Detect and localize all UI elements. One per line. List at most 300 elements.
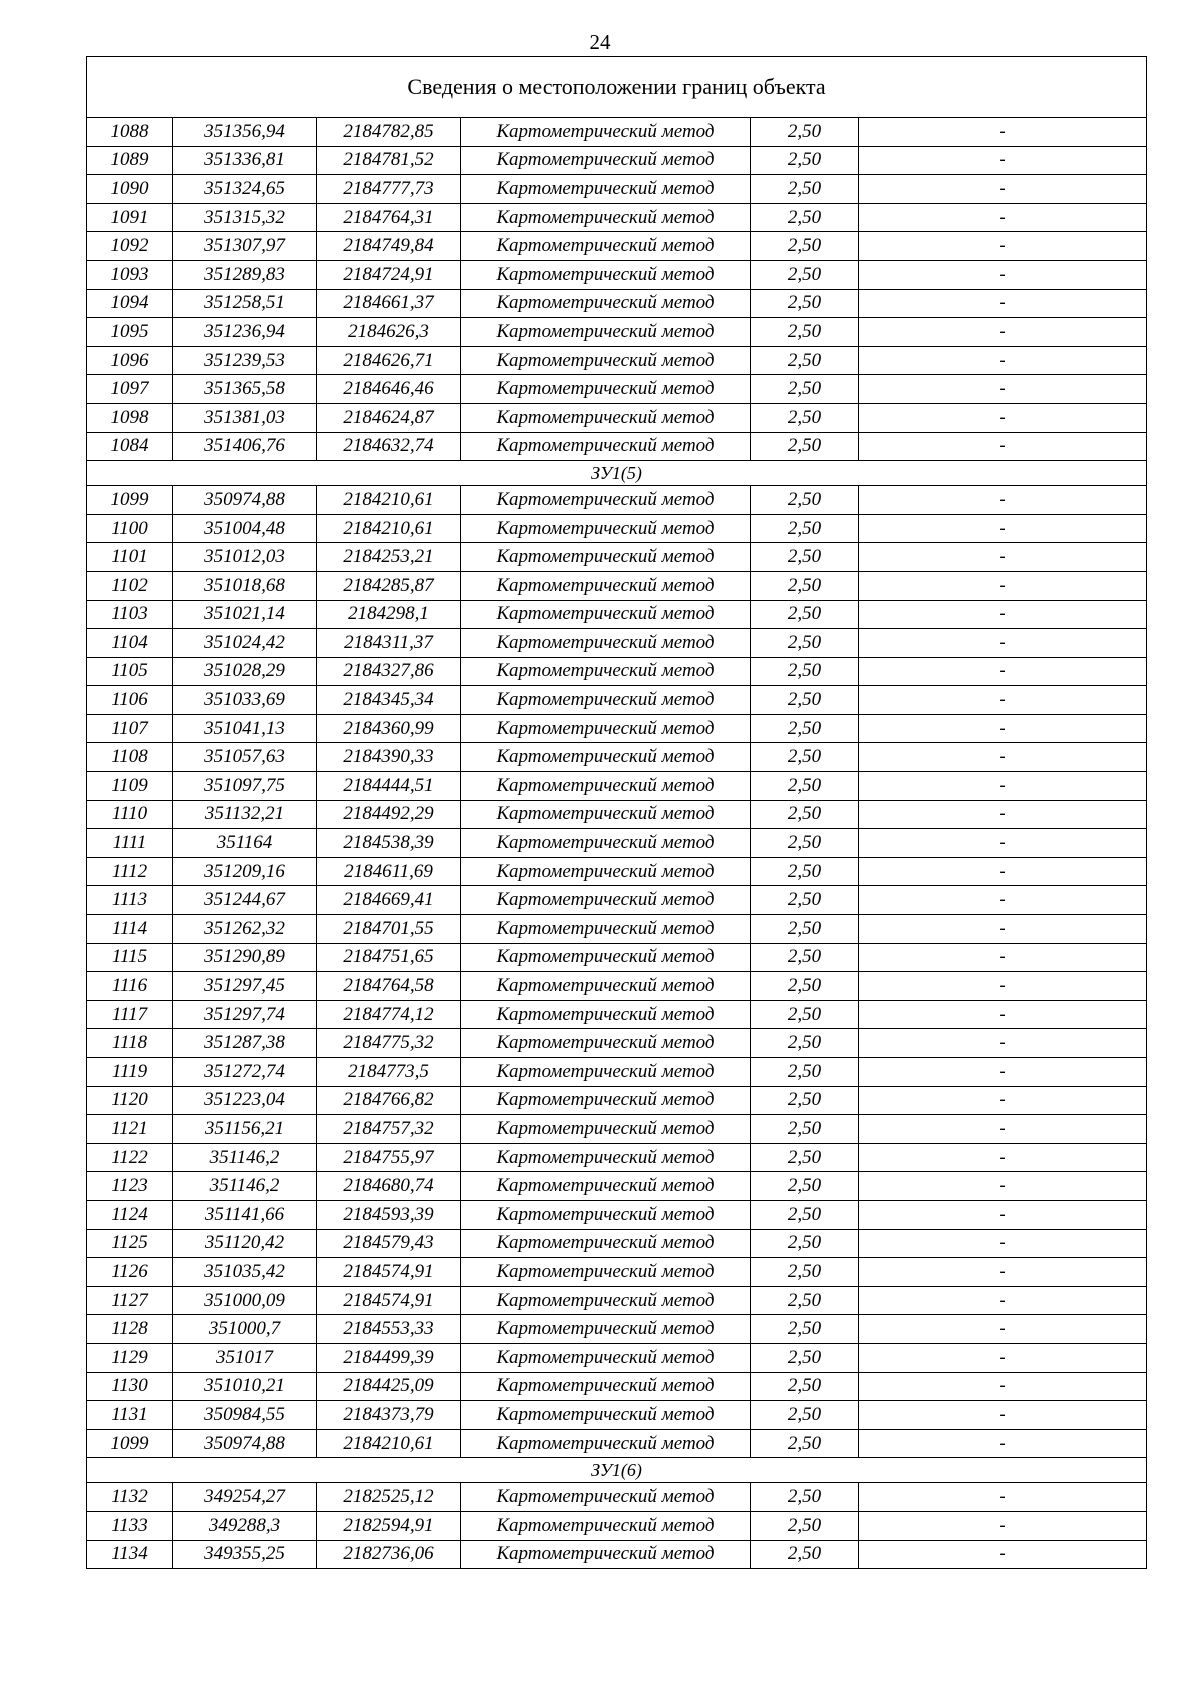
description-cell: -: [859, 1483, 1147, 1512]
description-cell: -: [859, 1286, 1147, 1315]
y-coordinate-cell: 2184327,86: [317, 657, 461, 686]
table-title-row: [87, 57, 1147, 118]
boundary-coordinates-table: [86, 56, 1147, 1569]
description-cell: -: [859, 857, 1147, 886]
point-number-cell: 1095: [87, 318, 173, 347]
accuracy-cell: 2,50: [751, 146, 859, 175]
accuracy-cell: 2,50: [751, 1483, 859, 1512]
x-coordinate-cell: 351258,51: [173, 289, 317, 318]
point-number-cell: 1103: [87, 600, 173, 629]
method-cell: Картометрический метод: [461, 1511, 751, 1540]
table-row: [87, 1258, 1147, 1287]
method-cell: Картометрический метод: [461, 203, 751, 232]
x-coordinate-cell: 351041,13: [173, 714, 317, 743]
point-number-cell: 1097: [87, 375, 173, 404]
table-row: [87, 1143, 1147, 1172]
table-row: [87, 571, 1147, 600]
x-coordinate-cell: 351028,29: [173, 657, 317, 686]
y-coordinate-cell: 2184751,65: [317, 943, 461, 972]
y-coordinate-cell: 2184680,74: [317, 1172, 461, 1201]
x-coordinate-cell: 351262,32: [173, 915, 317, 944]
description-cell: -: [859, 1229, 1147, 1258]
x-coordinate-cell: 350974,88: [173, 486, 317, 515]
y-coordinate-cell: 2182594,91: [317, 1511, 461, 1540]
method-cell: Картометрический метод: [461, 743, 751, 772]
table-row: [87, 1372, 1147, 1401]
point-number-cell: 1084: [87, 432, 173, 461]
accuracy-cell: 2,50: [751, 972, 859, 1001]
x-coordinate-cell: 351132,21: [173, 800, 317, 829]
y-coordinate-cell: 2184538,39: [317, 829, 461, 858]
x-coordinate-cell: 351406,76: [173, 432, 317, 461]
method-cell: Картометрический метод: [461, 432, 751, 461]
description-cell: -: [859, 1511, 1147, 1540]
method-cell: Картометрический метод: [461, 657, 751, 686]
description-cell: -: [859, 571, 1147, 600]
x-coordinate-cell: 351244,67: [173, 886, 317, 915]
description-cell: -: [859, 432, 1147, 461]
y-coordinate-cell: 2184574,91: [317, 1258, 461, 1287]
method-cell: Картометрический метод: [461, 972, 751, 1001]
description-cell: -: [859, 1143, 1147, 1172]
point-number-cell: 1120: [87, 1086, 173, 1115]
accuracy-cell: 2,50: [751, 346, 859, 375]
y-coordinate-cell: 2182525,12: [317, 1483, 461, 1512]
point-number-cell: 1114: [87, 915, 173, 944]
x-coordinate-cell: 350974,88: [173, 1429, 317, 1458]
point-number-cell: 1094: [87, 289, 173, 318]
method-cell: Картометрический метод: [461, 543, 751, 572]
point-number-cell: 1122: [87, 1143, 173, 1172]
table-row: [87, 829, 1147, 858]
point-number-cell: 1118: [87, 1029, 173, 1058]
method-cell: Картометрический метод: [461, 175, 751, 204]
description-cell: -: [859, 543, 1147, 572]
method-cell: Картометрический метод: [461, 1143, 751, 1172]
accuracy-cell: 2,50: [751, 1229, 859, 1258]
y-coordinate-cell: 2184624,87: [317, 403, 461, 432]
y-coordinate-cell: 2184764,58: [317, 972, 461, 1001]
description-cell: -: [859, 972, 1147, 1001]
y-coordinate-cell: 2184345,34: [317, 686, 461, 715]
x-coordinate-cell: 351324,65: [173, 175, 317, 204]
table-row: [87, 1483, 1147, 1512]
point-number-cell: 1115: [87, 943, 173, 972]
method-cell: Картометрический метод: [461, 232, 751, 261]
table-row: [87, 657, 1147, 686]
method-cell: Картометрический метод: [461, 514, 751, 543]
description-cell: -: [859, 346, 1147, 375]
table-title: Сведения о местоположении границ объекта: [87, 57, 1147, 118]
accuracy-cell: 2,50: [751, 629, 859, 658]
description-cell: -: [859, 943, 1147, 972]
accuracy-cell: 2,50: [751, 857, 859, 886]
section-header-row: [87, 1458, 1147, 1483]
accuracy-cell: 2,50: [751, 203, 859, 232]
point-number-cell: 1113: [87, 886, 173, 915]
point-number-cell: 1109: [87, 772, 173, 801]
description-cell: -: [859, 600, 1147, 629]
table-row: [87, 600, 1147, 629]
table-row: [87, 1401, 1147, 1430]
point-number-cell: 1123: [87, 1172, 173, 1201]
x-coordinate-cell: 351024,42: [173, 629, 317, 658]
method-cell: Картометрический метод: [461, 1200, 751, 1229]
section-label: ЗУ1(5): [87, 461, 1147, 486]
x-coordinate-cell: 351307,97: [173, 232, 317, 261]
point-number-cell: 1131: [87, 1401, 173, 1430]
description-cell: -: [859, 1429, 1147, 1458]
accuracy-cell: 2,50: [751, 571, 859, 600]
point-number-cell: 1096: [87, 346, 173, 375]
point-number-cell: 1127: [87, 1286, 173, 1315]
method-cell: Картометрический метод: [461, 714, 751, 743]
x-coordinate-cell: 351057,63: [173, 743, 317, 772]
x-coordinate-cell: 351035,42: [173, 1258, 317, 1287]
y-coordinate-cell: 2184390,33: [317, 743, 461, 772]
description-cell: -: [859, 1401, 1147, 1430]
description-cell: -: [859, 318, 1147, 347]
accuracy-cell: 2,50: [751, 175, 859, 204]
x-coordinate-cell: 351146,2: [173, 1143, 317, 1172]
method-cell: Картометрический метод: [461, 1115, 751, 1144]
method-cell: Картометрический метод: [461, 1029, 751, 1058]
y-coordinate-cell: 2184774,12: [317, 1000, 461, 1029]
accuracy-cell: 2,50: [751, 743, 859, 772]
point-number-cell: 1110: [87, 800, 173, 829]
x-coordinate-cell: 349355,25: [173, 1540, 317, 1569]
x-coordinate-cell: 351000,09: [173, 1286, 317, 1315]
description-cell: -: [859, 800, 1147, 829]
accuracy-cell: 2,50: [751, 1258, 859, 1287]
x-coordinate-cell: 351289,83: [173, 260, 317, 289]
description-cell: -: [859, 915, 1147, 944]
x-coordinate-cell: 351356,94: [173, 118, 317, 147]
accuracy-cell: 2,50: [751, 1086, 859, 1115]
table-row: [87, 1429, 1147, 1458]
x-coordinate-cell: 351209,16: [173, 857, 317, 886]
accuracy-cell: 2,50: [751, 118, 859, 147]
point-number-cell: 1088: [87, 118, 173, 147]
x-coordinate-cell: 351004,48: [173, 514, 317, 543]
y-coordinate-cell: 2184210,61: [317, 486, 461, 515]
description-cell: -: [859, 514, 1147, 543]
method-cell: Картометрический метод: [461, 1540, 751, 1569]
x-coordinate-cell: 351336,81: [173, 146, 317, 175]
method-cell: Картометрический метод: [461, 346, 751, 375]
accuracy-cell: 2,50: [751, 403, 859, 432]
y-coordinate-cell: 2182736,06: [317, 1540, 461, 1569]
x-coordinate-cell: 349254,27: [173, 1483, 317, 1512]
table-row: [87, 1229, 1147, 1258]
accuracy-cell: 2,50: [751, 432, 859, 461]
method-cell: Картометрический метод: [461, 1058, 751, 1087]
method-cell: Картометрический метод: [461, 146, 751, 175]
method-cell: Картометрический метод: [461, 1372, 751, 1401]
point-number-cell: 1130: [87, 1372, 173, 1401]
y-coordinate-cell: 2184757,32: [317, 1115, 461, 1144]
point-number-cell: 1124: [87, 1200, 173, 1229]
description-cell: -: [859, 403, 1147, 432]
table-row: [87, 403, 1147, 432]
method-cell: Картометрический метод: [461, 857, 751, 886]
method-cell: Картометрический метод: [461, 800, 751, 829]
y-coordinate-cell: 2184298,1: [317, 600, 461, 629]
method-cell: Картометрический метод: [461, 118, 751, 147]
method-cell: Картометрический метод: [461, 1429, 751, 1458]
description-cell: -: [859, 772, 1147, 801]
method-cell: Картометрический метод: [461, 1401, 751, 1430]
accuracy-cell: 2,50: [751, 1429, 859, 1458]
accuracy-cell: 2,50: [751, 1058, 859, 1087]
description-cell: -: [859, 1372, 1147, 1401]
description-cell: -: [859, 232, 1147, 261]
table-row: [87, 1172, 1147, 1201]
y-coordinate-cell: 2184626,71: [317, 346, 461, 375]
point-number-cell: 1093: [87, 260, 173, 289]
point-number-cell: 1134: [87, 1540, 173, 1569]
y-coordinate-cell: 2184311,37: [317, 629, 461, 658]
description-cell: -: [859, 203, 1147, 232]
y-coordinate-cell: 2184210,61: [317, 1429, 461, 1458]
table-row: [87, 1286, 1147, 1315]
table-row: [87, 743, 1147, 772]
table-row: [87, 432, 1147, 461]
method-cell: Картометрический метод: [461, 1258, 751, 1287]
x-coordinate-cell: 351021,14: [173, 600, 317, 629]
y-coordinate-cell: 2184360,99: [317, 714, 461, 743]
x-coordinate-cell: 351012,03: [173, 543, 317, 572]
table-row: [87, 1315, 1147, 1344]
description-cell: -: [859, 657, 1147, 686]
page-number: 24: [589, 30, 611, 54]
table-row: [87, 972, 1147, 1001]
point-number-cell: 1125: [87, 1229, 173, 1258]
table-row: [87, 486, 1147, 515]
accuracy-cell: 2,50: [751, 318, 859, 347]
accuracy-cell: 2,50: [751, 686, 859, 715]
point-number-cell: 1105: [87, 657, 173, 686]
table-row: [87, 686, 1147, 715]
y-coordinate-cell: 2184210,61: [317, 514, 461, 543]
x-coordinate-cell: 351272,74: [173, 1058, 317, 1087]
table-row: [87, 232, 1147, 261]
table-row: [87, 1115, 1147, 1144]
y-coordinate-cell: 2184646,46: [317, 375, 461, 404]
point-number-cell: 1091: [87, 203, 173, 232]
table-row: [87, 1058, 1147, 1087]
y-coordinate-cell: 2184593,39: [317, 1200, 461, 1229]
y-coordinate-cell: 2184253,21: [317, 543, 461, 572]
y-coordinate-cell: 2184775,32: [317, 1029, 461, 1058]
description-cell: -: [859, 1086, 1147, 1115]
method-cell: Картометрический метод: [461, 1483, 751, 1512]
point-number-cell: 1099: [87, 486, 173, 515]
point-number-cell: 1128: [87, 1315, 173, 1344]
accuracy-cell: 2,50: [751, 943, 859, 972]
point-number-cell: 1098: [87, 403, 173, 432]
method-cell: Картометрический метод: [461, 886, 751, 915]
y-coordinate-cell: 2184777,73: [317, 175, 461, 204]
x-coordinate-cell: 351297,45: [173, 972, 317, 1001]
table-row: [87, 629, 1147, 658]
table-row: [87, 543, 1147, 572]
point-number-cell: 1106: [87, 686, 173, 715]
point-number-cell: 1111: [87, 829, 173, 858]
method-cell: Картометрический метод: [461, 403, 751, 432]
accuracy-cell: 2,50: [751, 886, 859, 915]
accuracy-cell: 2,50: [751, 800, 859, 829]
description-cell: -: [859, 118, 1147, 147]
table-row: [87, 714, 1147, 743]
point-number-cell: 1102: [87, 571, 173, 600]
method-cell: Картометрический метод: [461, 486, 751, 515]
table-row: [87, 1029, 1147, 1058]
y-coordinate-cell: 2184611,69: [317, 857, 461, 886]
point-number-cell: 1090: [87, 175, 173, 204]
y-coordinate-cell: 2184579,43: [317, 1229, 461, 1258]
y-coordinate-cell: 2184285,87: [317, 571, 461, 600]
x-coordinate-cell: 351290,89: [173, 943, 317, 972]
accuracy-cell: 2,50: [751, 657, 859, 686]
y-coordinate-cell: 2184444,51: [317, 772, 461, 801]
x-coordinate-cell: 351381,03: [173, 403, 317, 432]
method-cell: Картометрический метод: [461, 1000, 751, 1029]
description-cell: -: [859, 1058, 1147, 1087]
table-row: [87, 772, 1147, 801]
accuracy-cell: 2,50: [751, 486, 859, 515]
description-cell: -: [859, 829, 1147, 858]
accuracy-cell: 2,50: [751, 829, 859, 858]
table-row: [87, 857, 1147, 886]
accuracy-cell: 2,50: [751, 1143, 859, 1172]
description-cell: -: [859, 260, 1147, 289]
table-row: [87, 118, 1147, 147]
description-cell: -: [859, 289, 1147, 318]
description-cell: -: [859, 714, 1147, 743]
accuracy-cell: 2,50: [751, 514, 859, 543]
point-number-cell: 1126: [87, 1258, 173, 1287]
x-coordinate-cell: 351141,66: [173, 1200, 317, 1229]
x-coordinate-cell: 351236,94: [173, 318, 317, 347]
x-coordinate-cell: 351010,21: [173, 1372, 317, 1401]
accuracy-cell: 2,50: [751, 1286, 859, 1315]
description-cell: -: [859, 146, 1147, 175]
section-label: ЗУ1(6): [87, 1458, 1147, 1483]
y-coordinate-cell: 2184701,55: [317, 915, 461, 944]
x-coordinate-cell: 351365,58: [173, 375, 317, 404]
description-cell: -: [859, 1172, 1147, 1201]
y-coordinate-cell: 2184766,82: [317, 1086, 461, 1115]
y-coordinate-cell: 2184553,33: [317, 1315, 461, 1344]
x-coordinate-cell: 351223,04: [173, 1086, 317, 1115]
method-cell: Картометрический метод: [461, 686, 751, 715]
table-row: [87, 1343, 1147, 1372]
point-number-cell: 1101: [87, 543, 173, 572]
x-coordinate-cell: 351146,2: [173, 1172, 317, 1201]
point-number-cell: 1099: [87, 1429, 173, 1458]
description-cell: -: [859, 1115, 1147, 1144]
accuracy-cell: 2,50: [751, 772, 859, 801]
description-cell: -: [859, 629, 1147, 658]
description-cell: -: [859, 486, 1147, 515]
description-cell: -: [859, 1343, 1147, 1372]
method-cell: Картометрический метод: [461, 1315, 751, 1344]
table-row: [87, 346, 1147, 375]
table-row: [87, 260, 1147, 289]
description-cell: -: [859, 1029, 1147, 1058]
table-row: [87, 1000, 1147, 1029]
accuracy-cell: 2,50: [751, 1172, 859, 1201]
x-coordinate-cell: 349288,3: [173, 1511, 317, 1540]
x-coordinate-cell: 351017: [173, 1343, 317, 1372]
x-coordinate-cell: 351033,69: [173, 686, 317, 715]
method-cell: Картометрический метод: [461, 1172, 751, 1201]
accuracy-cell: 2,50: [751, 289, 859, 318]
point-number-cell: 1116: [87, 972, 173, 1001]
point-number-cell: 1104: [87, 629, 173, 658]
point-number-cell: 1112: [87, 857, 173, 886]
description-cell: -: [859, 1540, 1147, 1569]
accuracy-cell: 2,50: [751, 375, 859, 404]
table-row: [87, 318, 1147, 347]
point-number-cell: 1119: [87, 1058, 173, 1087]
point-number-cell: 1132: [87, 1483, 173, 1512]
description-cell: -: [859, 175, 1147, 204]
point-number-cell: 1129: [87, 1343, 173, 1372]
x-coordinate-cell: 351156,21: [173, 1115, 317, 1144]
y-coordinate-cell: 2184669,41: [317, 886, 461, 915]
accuracy-cell: 2,50: [751, 1401, 859, 1430]
table-row: [87, 514, 1147, 543]
method-cell: Картометрический метод: [461, 1343, 751, 1372]
point-number-cell: 1108: [87, 743, 173, 772]
x-coordinate-cell: 351315,32: [173, 203, 317, 232]
accuracy-cell: 2,50: [751, 232, 859, 261]
y-coordinate-cell: 2184724,91: [317, 260, 461, 289]
method-cell: Картометрический метод: [461, 772, 751, 801]
y-coordinate-cell: 2184425,09: [317, 1372, 461, 1401]
accuracy-cell: 2,50: [751, 915, 859, 944]
method-cell: Картометрический метод: [461, 600, 751, 629]
y-coordinate-cell: 2184373,79: [317, 1401, 461, 1430]
x-coordinate-cell: 351018,68: [173, 571, 317, 600]
method-cell: Картометрический метод: [461, 915, 751, 944]
y-coordinate-cell: 2184632,74: [317, 432, 461, 461]
method-cell: Картометрический метод: [461, 629, 751, 658]
point-number-cell: 1092: [87, 232, 173, 261]
method-cell: Картометрический метод: [461, 1286, 751, 1315]
method-cell: Картометрический метод: [461, 375, 751, 404]
description-cell: -: [859, 686, 1147, 715]
x-coordinate-cell: 351120,42: [173, 1229, 317, 1258]
accuracy-cell: 2,50: [751, 1000, 859, 1029]
y-coordinate-cell: 2184773,5: [317, 1058, 461, 1087]
y-coordinate-cell: 2184764,31: [317, 203, 461, 232]
y-coordinate-cell: 2184782,85: [317, 118, 461, 147]
table-row: [87, 175, 1147, 204]
description-cell: -: [859, 886, 1147, 915]
point-number-cell: 1107: [87, 714, 173, 743]
accuracy-cell: 2,50: [751, 714, 859, 743]
y-coordinate-cell: 2184626,3: [317, 318, 461, 347]
x-coordinate-cell: 351000,7: [173, 1315, 317, 1344]
method-cell: Картометрический метод: [461, 1229, 751, 1258]
table-row: [87, 943, 1147, 972]
accuracy-cell: 2,50: [751, 260, 859, 289]
accuracy-cell: 2,50: [751, 600, 859, 629]
table-row: [87, 915, 1147, 944]
